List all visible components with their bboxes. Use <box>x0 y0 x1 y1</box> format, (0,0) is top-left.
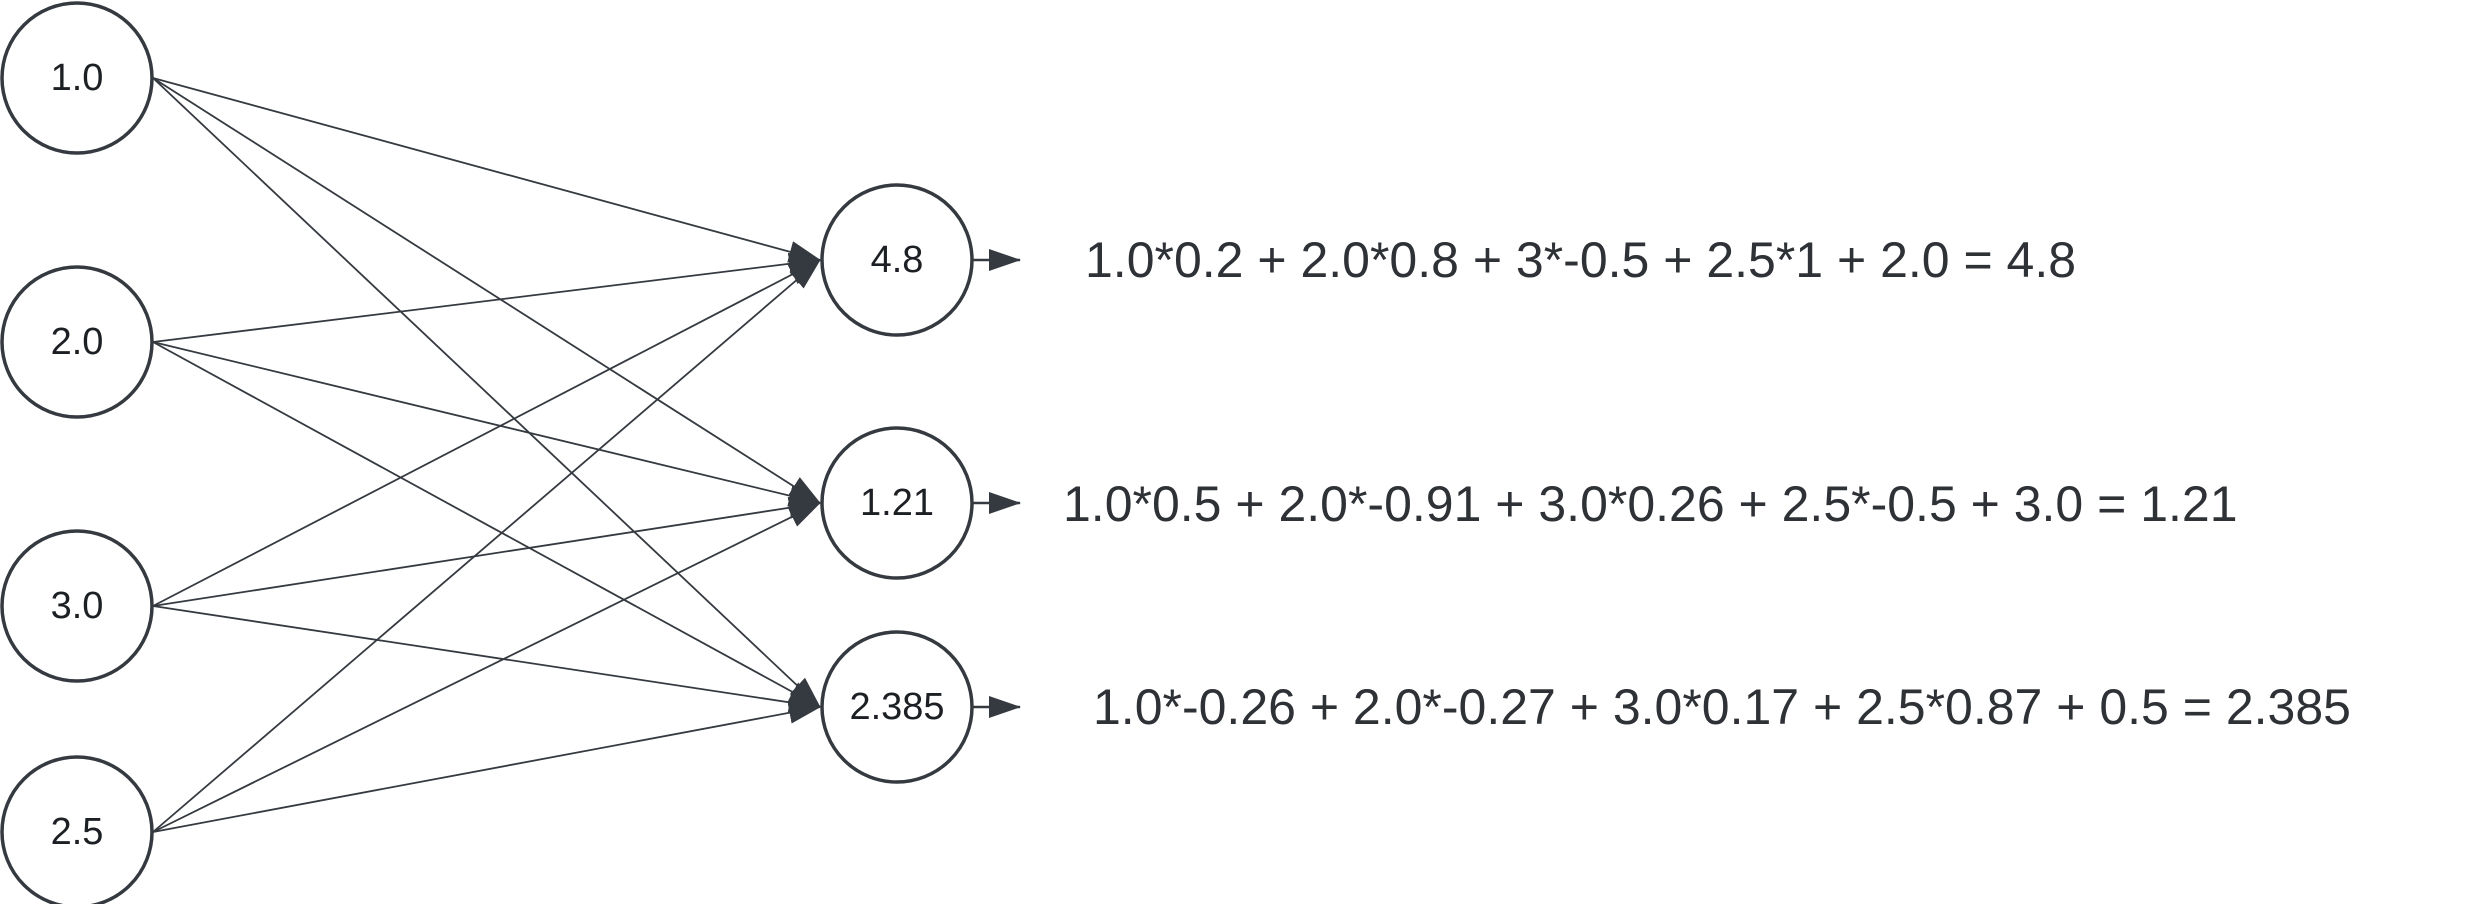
equation-text: 1.0*0.2 + 2.0*0.8 + 3*-0.5 + 2.5*1 + 2.0 = 4.8 <box>1085 232 2077 288</box>
output-node-label: 4.8 <box>870 239 924 281</box>
edge-in2-to-out3 <box>153 342 820 707</box>
output-node <box>822 428 972 578</box>
output-node <box>822 185 972 335</box>
edge-in4-to-out2 <box>153 503 820 832</box>
equation-text: 1.0*0.5 + 2.0*-0.91 + 3.0*0.26 + 2.5*-0.5 + 3.0 = 1.21 <box>1063 476 2238 532</box>
edge-in2-to-out1 <box>153 260 820 342</box>
edge-in1-to-out3 <box>153 78 820 707</box>
equation-text: 1.0*-0.26 + 2.0*-0.27 + 3.0*0.17 + 2.5*0.87 + 0.5 = 2.385 <box>1093 679 2351 735</box>
input-node-label: 3.0 <box>50 585 104 627</box>
output-node-label: 2.385 <box>849 686 945 728</box>
input-node <box>2 531 152 681</box>
input-node <box>2 757 152 904</box>
input-node <box>2 267 152 417</box>
output-node-label: 1.21 <box>860 482 934 524</box>
input-node-label: 2.0 <box>50 321 104 363</box>
edge-in4-to-out3 <box>153 707 820 832</box>
edge-in3-to-out3 <box>153 606 820 707</box>
edge-in2-to-out2 <box>153 342 820 503</box>
edge-in4-to-out1 <box>153 260 820 832</box>
input-node <box>2 3 152 153</box>
output-node <box>822 632 972 782</box>
input-node-label: 1.0 <box>50 57 104 99</box>
input-node-label: 2.5 <box>50 811 104 853</box>
edge-in1-to-out2 <box>153 78 820 503</box>
connection-edges <box>153 78 820 832</box>
edge-in1-to-out1 <box>153 78 820 260</box>
output-arrows <box>972 260 1020 707</box>
